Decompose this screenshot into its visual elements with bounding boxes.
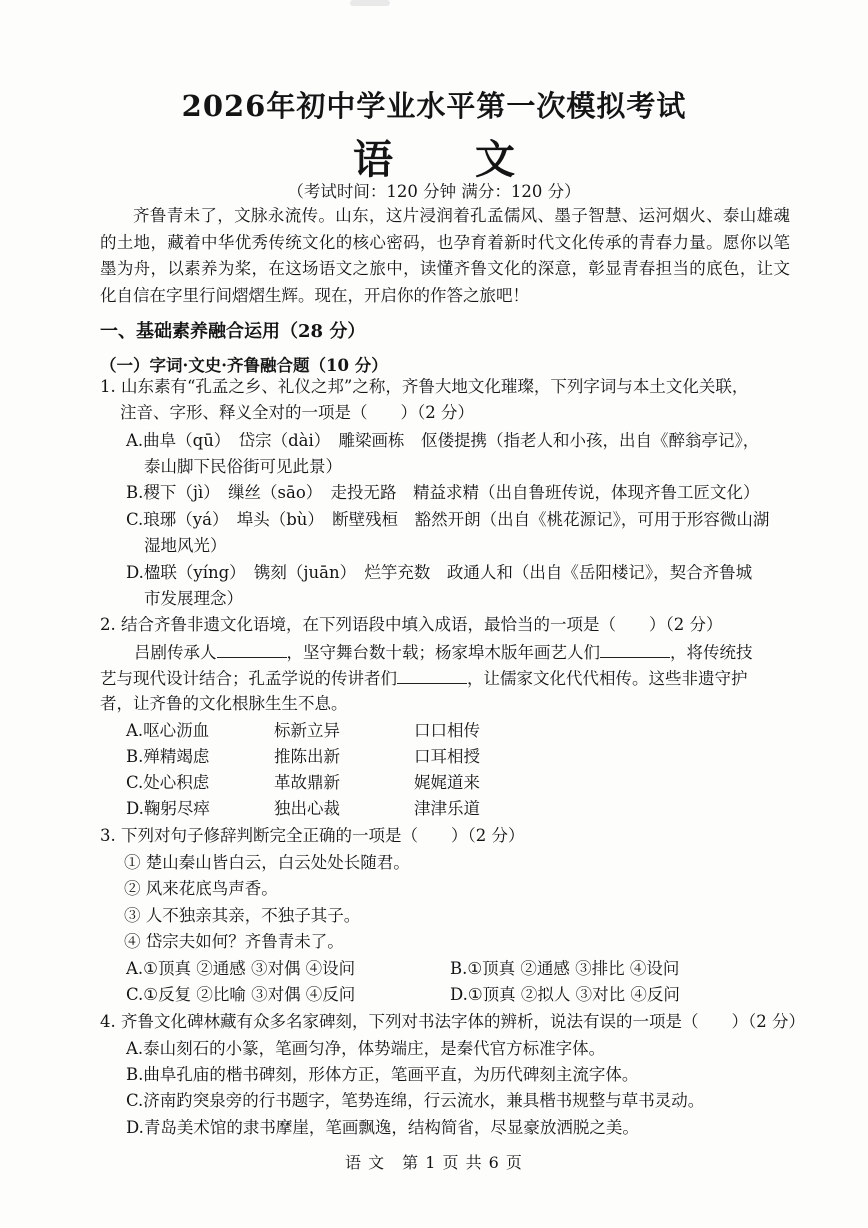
q2-option-b-2: 推陈出新	[274, 747, 340, 766]
q3-option-d: D.①顶真 ②拟人 ③对比 ④反问	[450, 985, 680, 1004]
intro-text: 齐鲁青未了，文脉永流传。山东，这片浸润着孔孟儒风、墨子智慧、运河烟火、泰山雄魂的土地，藏着中华优秀传统文化的核心密码，也孕育着新时代文化传承的青春力量。愿你以笔墨为舟，以素养为桨，在这场语文之旅中，读懂齐鲁文化的深意，彰显青春担当的底色，让文化自信在字里行间熠熠生辉。现在，开启你的作答之旅吧！	[100, 206, 790, 305]
q1-option-d-cont: 市发展理念）	[144, 589, 243, 608]
q1-option-b: B.稷下（jì） 缫丝（sāo） 走投无路 精益求精（出自鲁班传说，体现齐鲁工匠文化）	[126, 483, 760, 502]
q2-option-d-3: 津津乐道	[414, 799, 480, 818]
q2-passage-line1	[134, 641, 753, 664]
q3-sentence-4: ④ 岱宗夫如何？齐鲁青未了。	[124, 932, 344, 951]
q2-option-c-3: 娓娓道来	[414, 773, 480, 792]
q2-text: ，让儒家文化代代相传。这些非遗守护	[467, 669, 748, 688]
q2-text: 吕剧传承人	[134, 643, 217, 662]
subsection-heading: （一）字词·文史·齐鲁融合题（10 分）	[100, 356, 388, 375]
q2-text: ，坚守舞台数十载；杨家埠木版年画艺人们	[286, 643, 600, 662]
q3-option-b: B.①顶真 ②通感 ③排比 ④设问	[450, 959, 680, 978]
q2-text: 艺与现代设计结合；孔孟学说的传讲者们	[100, 669, 397, 688]
q2-option-d-1: D.鞠躬尽瘁	[126, 799, 210, 818]
answer-blank	[397, 667, 467, 684]
q2-option-c-1: C.处心积虑	[126, 773, 210, 792]
q2-option-b-3: 口耳相授	[414, 747, 480, 766]
q1-option-c: C.琅琊（yá） 埠头（bù） 断壁残桓 豁然开朗（出自《桃花源记》，可用于形容微山湖	[126, 510, 770, 529]
q4-option-a: A.泰山刻石的小篆，笔画匀净，体势端庄，是秦代官方标准字体。	[126, 1039, 606, 1058]
scan-mark	[350, 0, 390, 6]
q1-stem-cont: 注音、字形、释义全对的一项是（ ）（2 分）	[120, 403, 474, 422]
q1-option-a-cont: 泰山脚下民俗街可见此景）	[144, 457, 342, 476]
q2-option-a-1: A.呕心沥血	[126, 721, 210, 740]
q4-option-c: C.济南趵突泉旁的行书题字，笔势连绵，行云流水，兼具楷书规整与草书灵动。	[126, 1091, 705, 1110]
section-heading: 一、基础素养融合运用（28 分）	[100, 321, 366, 342]
q3-stem: 3. 下列对句子修辞判断完全正确的一项是（ ）（2 分）	[100, 826, 525, 845]
q2-passage-line2	[100, 667, 748, 690]
q1-option-c-cont: 湿地风光）	[144, 536, 227, 555]
page-footer: 语 文 第 1 页 共 6 页	[345, 1153, 523, 1172]
q3-sentence-3: ③ 人不独亲其亲，不独子其子。	[124, 906, 361, 925]
answer-blank	[217, 641, 287, 658]
q2-option-a-2: 标新立异	[274, 721, 340, 740]
q4-option-d: D.青岛美术馆的隶书摩崖，笔画飘逸，结构简省，尽显豪放洒脱之美。	[126, 1118, 639, 1137]
q3-option-a: A.①顶真 ②通感 ③对偶 ④设问	[126, 959, 356, 978]
q1-option-d: D.楹联（yíng） 镌刻（juān） 烂竽充数 政通人和（出自《岳阳楼记》，契合齐鲁城	[126, 563, 753, 582]
q1-stem: 1. 山东素有“孔孟之乡、礼仪之邦”之称，齐鲁大地文化璀璨，下列字词与本土文化关联，	[100, 377, 749, 396]
intro-paragraph	[100, 203, 790, 309]
q2-text: ，将传统技	[670, 643, 753, 662]
q4-stem: 4. 齐鲁文化碑林藏有众多名家碑刻，下列对书法字体的辨析，说法有误的一项是（ ）（2 分）	[100, 1012, 805, 1031]
subject-title: 语 文	[353, 136, 549, 183]
q3-option-c: C.①反复 ②比喻 ③对偶 ④反问	[126, 985, 356, 1004]
q2-passage-line3: 者，让齐鲁的文化根脉生生不息。	[100, 694, 348, 713]
q2-option-d-2: 独出心裁	[274, 799, 340, 818]
q3-sentence-2: ② 风来花底鸟声香。	[124, 879, 278, 898]
q2-option-c-2: 革故鼎新	[274, 773, 340, 792]
answer-blank	[600, 641, 670, 658]
q2-stem: 2. 结合齐鲁非遗文化语境，在下列语段中填入成语，最恰当的一项是（ ）（2 分）	[100, 615, 723, 634]
q1-option-a: A.曲阜（qū） 岱宗（dài） 雕梁画栋 伛偻提携（指老人和小孩，出自《醉翁亭记》，	[126, 431, 760, 450]
exam-info: （考试时间：120 分钟 满分：120 分）	[287, 182, 581, 201]
exam-title: 2026年初中学业水平第一次模拟考试	[181, 89, 687, 123]
q2-option-a-3: 口口相传	[414, 721, 480, 740]
q2-option-b-1: B.殚精竭虑	[126, 747, 210, 766]
q4-option-b: B.曲阜孔庙的楷书碑刻，形体方正，笔画平直，为历代碑刻主流字体。	[126, 1065, 639, 1084]
q3-sentence-1: ① 楚山秦山皆白云，白云处处长随君。	[124, 853, 410, 872]
